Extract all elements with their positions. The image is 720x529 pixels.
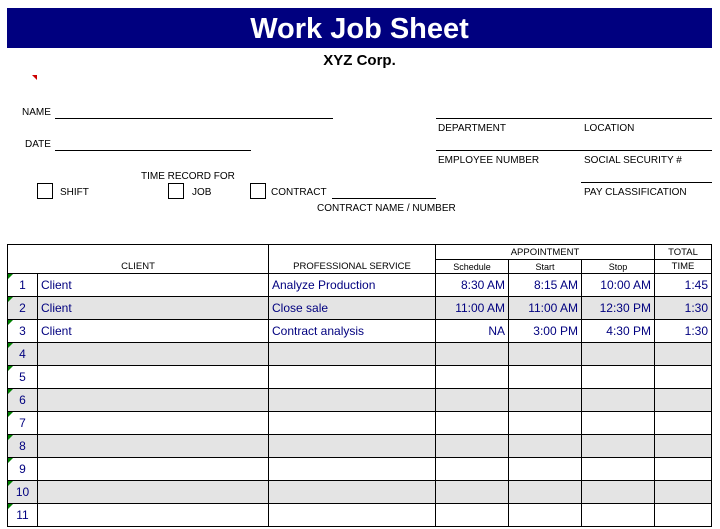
stop-cell[interactable]: [582, 435, 655, 458]
stop-cell[interactable]: [582, 274, 655, 297]
client-cell[interactable]: [38, 389, 269, 412]
start-cell[interactable]: [509, 481, 582, 504]
department-label: DEPARTMENT: [438, 123, 506, 134]
schedule-cell[interactable]: [436, 389, 509, 412]
row-number-text: 7: [19, 416, 26, 430]
error-indicator-icon: [8, 389, 13, 394]
schedule-cell-text: 11:00 AM: [455, 301, 505, 315]
table-row: [8, 504, 712, 527]
total-cell[interactable]: [655, 389, 712, 412]
table-row: [8, 481, 712, 504]
stop-cell-text: 12:30 PM: [599, 301, 651, 315]
stop-cell[interactable]: [582, 343, 655, 366]
start-cell[interactable]: [509, 412, 582, 435]
service-cell[interactable]: [269, 320, 436, 343]
schedule-cell-text: 8:30 AM: [460, 278, 505, 292]
service-cell[interactable]: [269, 343, 436, 366]
name-label: NAME: [22, 107, 51, 118]
service-cell-text: Analyze Production: [272, 278, 376, 292]
row-number: [8, 504, 38, 527]
appointment-header: APPOINTMENT: [436, 245, 655, 260]
total-cell[interactable]: [655, 412, 712, 435]
pay-classification-label: PAY CLASSIFICATION: [584, 187, 687, 198]
department-line[interactable]: [436, 118, 712, 119]
schedule-cell[interactable]: [436, 412, 509, 435]
table-row: [8, 297, 712, 320]
stop-cell-text: 4:30 PM: [606, 324, 651, 338]
start-cell-text: 3:00 PM: [533, 324, 578, 338]
total-cell[interactable]: [655, 481, 712, 504]
total-cell[interactable]: [655, 366, 712, 389]
stop-cell[interactable]: [582, 389, 655, 412]
service-cell[interactable]: [269, 274, 436, 297]
error-indicator-icon: [8, 297, 13, 302]
contract-checkbox[interactable]: [250, 183, 266, 199]
job-label: JOB: [192, 187, 212, 198]
stop-cell[interactable]: [582, 458, 655, 481]
service-cell[interactable]: [269, 435, 436, 458]
start-cell-text: 11:00 AM: [528, 301, 578, 315]
stop-cell-text: 10:00 AM: [600, 278, 651, 292]
total-cell-text: 1:45: [684, 278, 708, 292]
schedule-header: Schedule: [436, 260, 509, 274]
row-number: [8, 343, 38, 366]
service-cell[interactable]: [269, 481, 436, 504]
schedule-cell-text: NA: [488, 324, 505, 338]
start-cell[interactable]: [509, 274, 582, 297]
start-cell[interactable]: [509, 458, 582, 481]
name-field[interactable]: [55, 118, 333, 119]
total-cell[interactable]: [655, 343, 712, 366]
error-indicator-icon: [8, 458, 13, 463]
job-table: [7, 244, 712, 527]
time-header: TIME: [655, 260, 712, 274]
schedule-cell[interactable]: [436, 481, 509, 504]
client-cell[interactable]: [38, 412, 269, 435]
social-security-label: SOCIAL SECURITY #: [584, 155, 682, 166]
date-label: DATE: [25, 139, 51, 150]
row-number-text: 9: [19, 462, 26, 476]
contract-label: CONTRACT: [271, 187, 327, 198]
row-number: [8, 458, 38, 481]
service-cell[interactable]: [269, 504, 436, 527]
row-number: [8, 481, 38, 504]
row-number: [8, 389, 38, 412]
schedule-cell[interactable]: [436, 297, 509, 320]
client-cell[interactable]: [38, 274, 269, 297]
table-row: [8, 366, 712, 389]
client-cell[interactable]: [38, 297, 269, 320]
service-cell[interactable]: [269, 412, 436, 435]
service-cell[interactable]: [269, 458, 436, 481]
schedule-cell[interactable]: [436, 320, 509, 343]
schedule-cell[interactable]: [436, 458, 509, 481]
contract-name-label: CONTRACT NAME / NUMBER: [317, 203, 456, 214]
table-row: [8, 458, 712, 481]
schedule-cell[interactable]: [436, 504, 509, 527]
schedule-cell[interactable]: [436, 435, 509, 458]
total-header: TOTAL: [655, 245, 712, 260]
total-cell[interactable]: [655, 274, 712, 297]
professional-service-header: PROFESSIONAL SERVICE: [269, 245, 436, 274]
client-cell[interactable]: [38, 343, 269, 366]
table-row: [8, 389, 712, 412]
row-number-text: 3: [19, 324, 26, 338]
start-cell[interactable]: [509, 435, 582, 458]
table-row: [8, 343, 712, 366]
start-cell[interactable]: [509, 343, 582, 366]
service-cell[interactable]: [269, 389, 436, 412]
employee-number-line[interactable]: [436, 150, 712, 151]
error-indicator-icon: [8, 343, 13, 348]
table-row: [8, 274, 712, 297]
stop-cell[interactable]: [582, 412, 655, 435]
contract-name-field[interactable]: [332, 198, 436, 199]
start-cell[interactable]: [509, 366, 582, 389]
row-number-text: 8: [19, 439, 26, 453]
error-indicator-icon: [8, 481, 13, 486]
schedule-cell[interactable]: [436, 366, 509, 389]
client-cell[interactable]: [38, 458, 269, 481]
total-cell[interactable]: [655, 458, 712, 481]
service-cell[interactable]: [269, 366, 436, 389]
row-number-text: 2: [19, 301, 26, 315]
row-number: [8, 274, 38, 297]
row-number: [8, 320, 38, 343]
row-number-text: 10: [15, 485, 30, 499]
error-indicator-icon: [8, 320, 13, 325]
stop-cell[interactable]: [582, 320, 655, 343]
schedule-cell[interactable]: [436, 274, 509, 297]
client-header: CLIENT: [8, 245, 269, 274]
client-cell[interactable]: [38, 481, 269, 504]
start-cell[interactable]: [509, 297, 582, 320]
sheet-title: Work Job Sheet: [250, 13, 469, 45]
total-cell-text: 1:30: [684, 324, 708, 338]
client-cell[interactable]: [38, 366, 269, 389]
location-label: LOCATION: [584, 123, 635, 134]
start-cell[interactable]: [509, 320, 582, 343]
row-number: [8, 435, 38, 458]
total-cell-text: 1:30: [684, 301, 708, 315]
total-cell[interactable]: [655, 320, 712, 343]
schedule-cell[interactable]: [436, 343, 509, 366]
shift-checkbox[interactable]: [37, 183, 53, 199]
table-row: [8, 320, 712, 343]
row-number-text: 5: [19, 370, 26, 384]
stop-header: Stop: [582, 260, 655, 274]
client-cell[interactable]: [38, 435, 269, 458]
row-number-text: 6: [19, 393, 26, 407]
row-number: [8, 297, 38, 320]
stop-cell[interactable]: [582, 481, 655, 504]
error-indicator-icon: [8, 366, 13, 371]
total-cell[interactable]: [655, 435, 712, 458]
table-row: [8, 435, 712, 458]
job-checkbox[interactable]: [168, 183, 184, 199]
start-cell[interactable]: [509, 389, 582, 412]
start-cell-text: 8:15 AM: [533, 278, 578, 292]
error-indicator-icon: [8, 504, 13, 509]
start-header: Start: [509, 260, 582, 274]
client-cell[interactable]: [38, 504, 269, 527]
stop-cell[interactable]: [582, 366, 655, 389]
error-indicator-icon: [8, 412, 13, 417]
time-record-label: TIME RECORD FOR: [141, 171, 235, 182]
stop-cell[interactable]: [582, 297, 655, 320]
comment-marker-icon: [32, 75, 37, 80]
error-indicator-icon: [8, 274, 13, 279]
client-cell[interactable]: [38, 320, 269, 343]
client-cell-text: Client: [41, 301, 72, 315]
row-number-text: 4: [19, 347, 26, 361]
row-number-text: 1: [19, 278, 26, 292]
row-number: [8, 366, 38, 389]
client-cell-text: Client: [41, 324, 72, 338]
total-cell[interactable]: [655, 504, 712, 527]
row-number-text: 11: [16, 508, 29, 522]
shift-label: SHIFT: [60, 187, 89, 198]
date-field[interactable]: [55, 150, 251, 151]
employee-number-label: EMPLOYEE NUMBER: [438, 155, 540, 166]
service-cell-text: Close sale: [272, 301, 329, 315]
error-indicator-icon: [8, 435, 13, 440]
client-cell-text: Client: [41, 278, 72, 292]
header-row-top: [8, 245, 712, 260]
stop-cell[interactable]: [582, 504, 655, 527]
service-cell[interactable]: [269, 297, 436, 320]
service-cell-text: Contract analysis: [272, 324, 365, 338]
pay-classification-line[interactable]: [581, 182, 712, 183]
total-cell[interactable]: [655, 297, 712, 320]
start-cell[interactable]: [509, 504, 582, 527]
row-number: [8, 412, 38, 435]
company-name: XYZ Corp.: [323, 52, 396, 69]
table-row: [8, 412, 712, 435]
